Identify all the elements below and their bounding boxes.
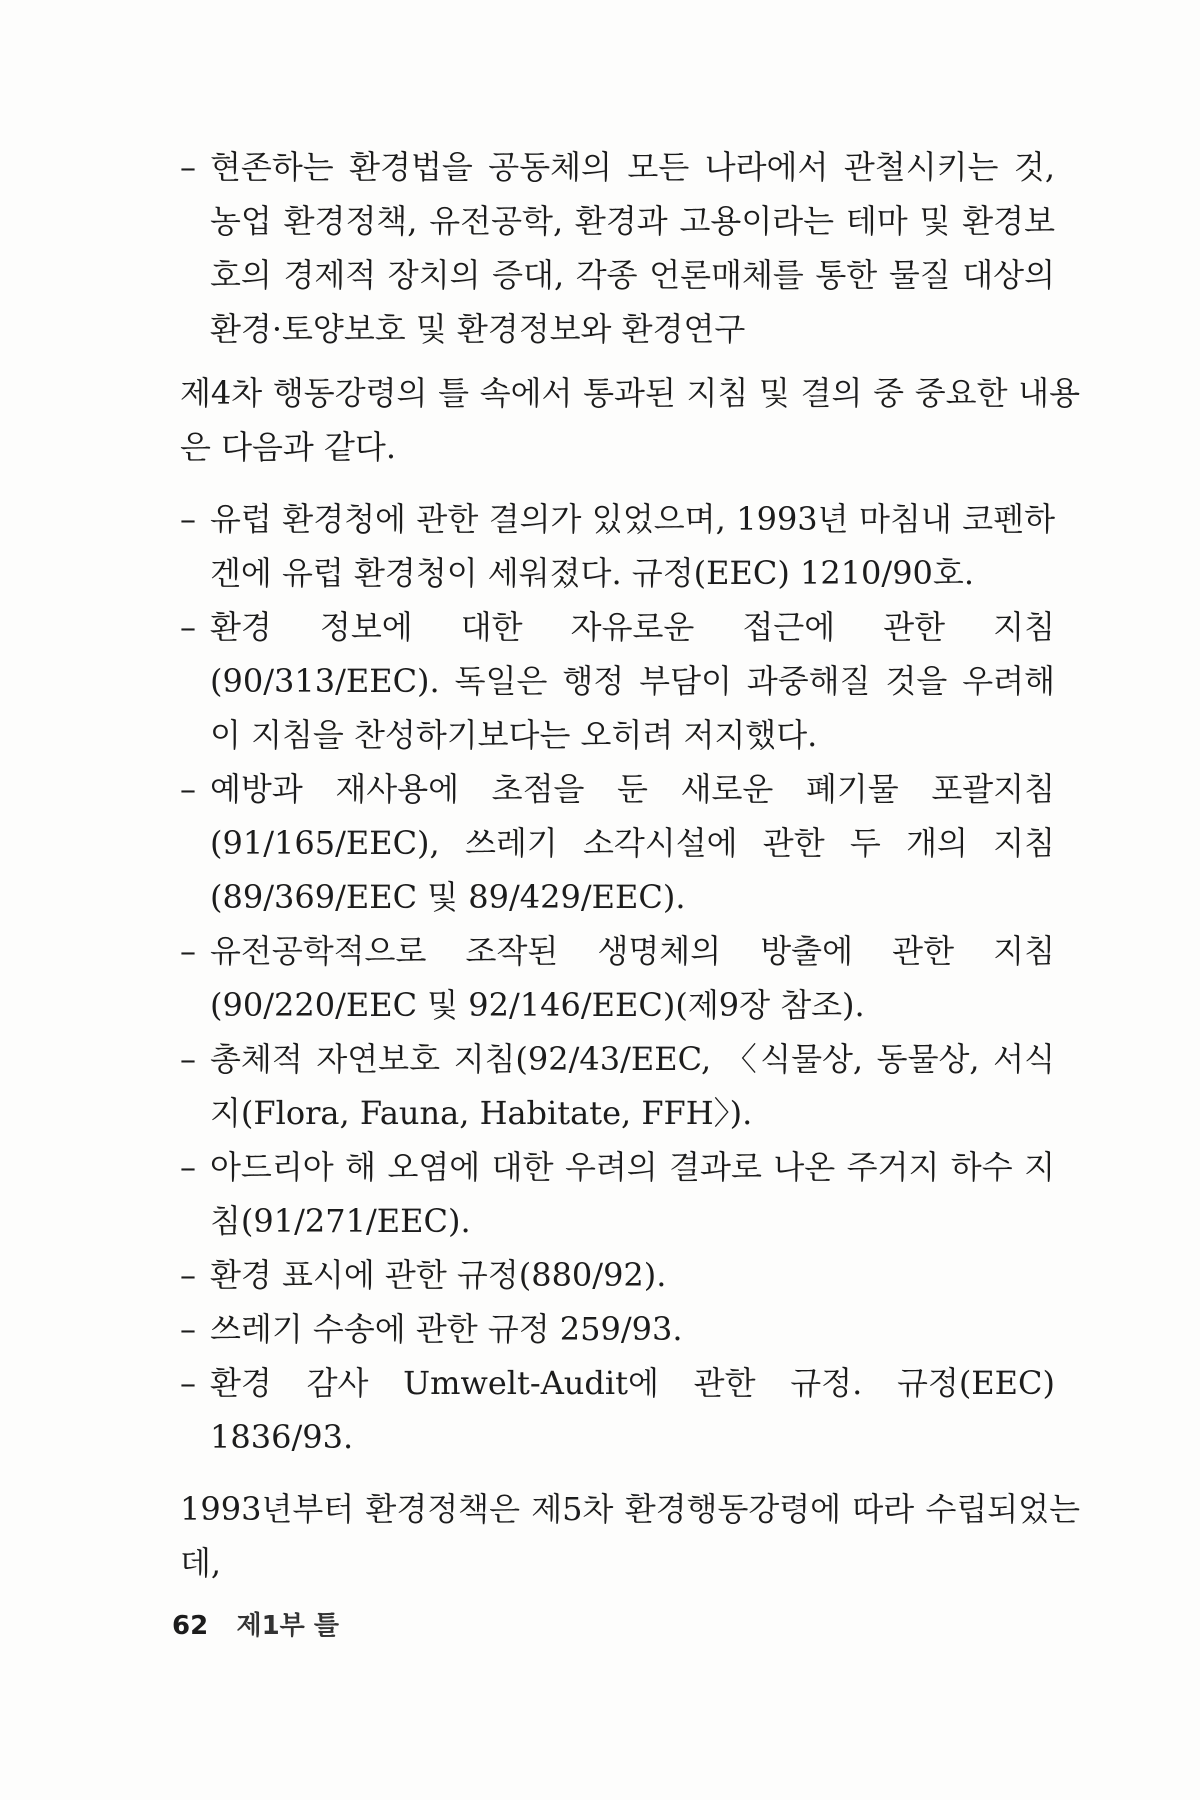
list-item-text: 환경 표시에 관한 규정(880/92). xyxy=(210,1256,667,1294)
list-item-text: 환경 감사 Umwelt-Audit에 관한 규정. 규정(EEC) 1836/93. xyxy=(210,1364,1055,1456)
list-dash: – xyxy=(180,500,196,538)
list-dash: – xyxy=(180,1148,196,1186)
list-dash: – xyxy=(180,148,196,186)
page-number: 62 xyxy=(172,1611,209,1641)
list-dash: – xyxy=(180,1256,196,1294)
page-footer xyxy=(172,1610,339,1642)
list-item-text: 유럽 환경청에 관한 결의가 있었으며, 1993년 마침내 코펜하겐에 유럽 환경청이 세워졌다. 규정(EEC) 1210/90호. xyxy=(210,500,1055,592)
list-dash: – xyxy=(180,608,196,646)
list-item-text: 현존하는 환경법을 공동체의 모든 나라에서 관철시키는 것, 농업 환경정책, 유전공학, 환경과 고용이라는 테마 및 환경보호의 경제적 장치의 증대, 각종 언론매체를 통한 물질 대상의 환경·토양보호 및 환경정보와 환경연구 xyxy=(210,148,1055,348)
list-item-text: 쓰레기 수송에 관한 규정 259/93. xyxy=(210,1310,683,1348)
list-dash: – xyxy=(180,770,196,808)
list-item-text: 예방과 재사용에 초점을 둔 새로운 폐기물 포괄지침(91/165/EEC), 쓰레기 소각시설에 관한 두 개의 지침(89/369/EEC 및 89/429/EEC). xyxy=(210,770,1055,916)
list-dash: – xyxy=(180,1040,196,1078)
intro-paragraph: 제4차 행동강령의 틀 속에서 통과된 지침 및 결의 중 중요한 내용은 다음과 같다. xyxy=(180,374,1080,466)
list-dash: – xyxy=(180,1310,196,1348)
list-dash: – xyxy=(180,932,196,970)
section-title: 제1부 틀 xyxy=(236,1611,339,1641)
closing-paragraph: 1993년부터 환경정책은 제5차 환경행동강령에 따라 수립되었는데, xyxy=(180,1490,1080,1582)
list-item-text: 총체적 자연보호 지침(92/43/EEC, 〈식물상, 동물상, 서식지(Flora, Fauna, Habitate, FFH〉). xyxy=(210,1040,1055,1132)
list-item xyxy=(180,140,1080,360)
list-item-text: 환경 정보에 대한 자유로운 접근에 관한 지침(90/313/EEC). 독일은 행정 부담이 과중해질 것을 우려해 이 지침을 찬성하기보다는 오히려 저지했다. xyxy=(210,608,1055,754)
list-item-text: 유전공학적으로 조작된 생명체의 방출에 관한 지침(90/220/EEC 및 92/146/EEC)(제9장 참조). xyxy=(210,932,1055,1024)
list-dash: – xyxy=(180,1364,196,1402)
list-item-text: 아드리아 해 오염에 대한 우려의 결과로 나온 주거지 하수 지침(91/271/EEC). xyxy=(210,1148,1055,1240)
